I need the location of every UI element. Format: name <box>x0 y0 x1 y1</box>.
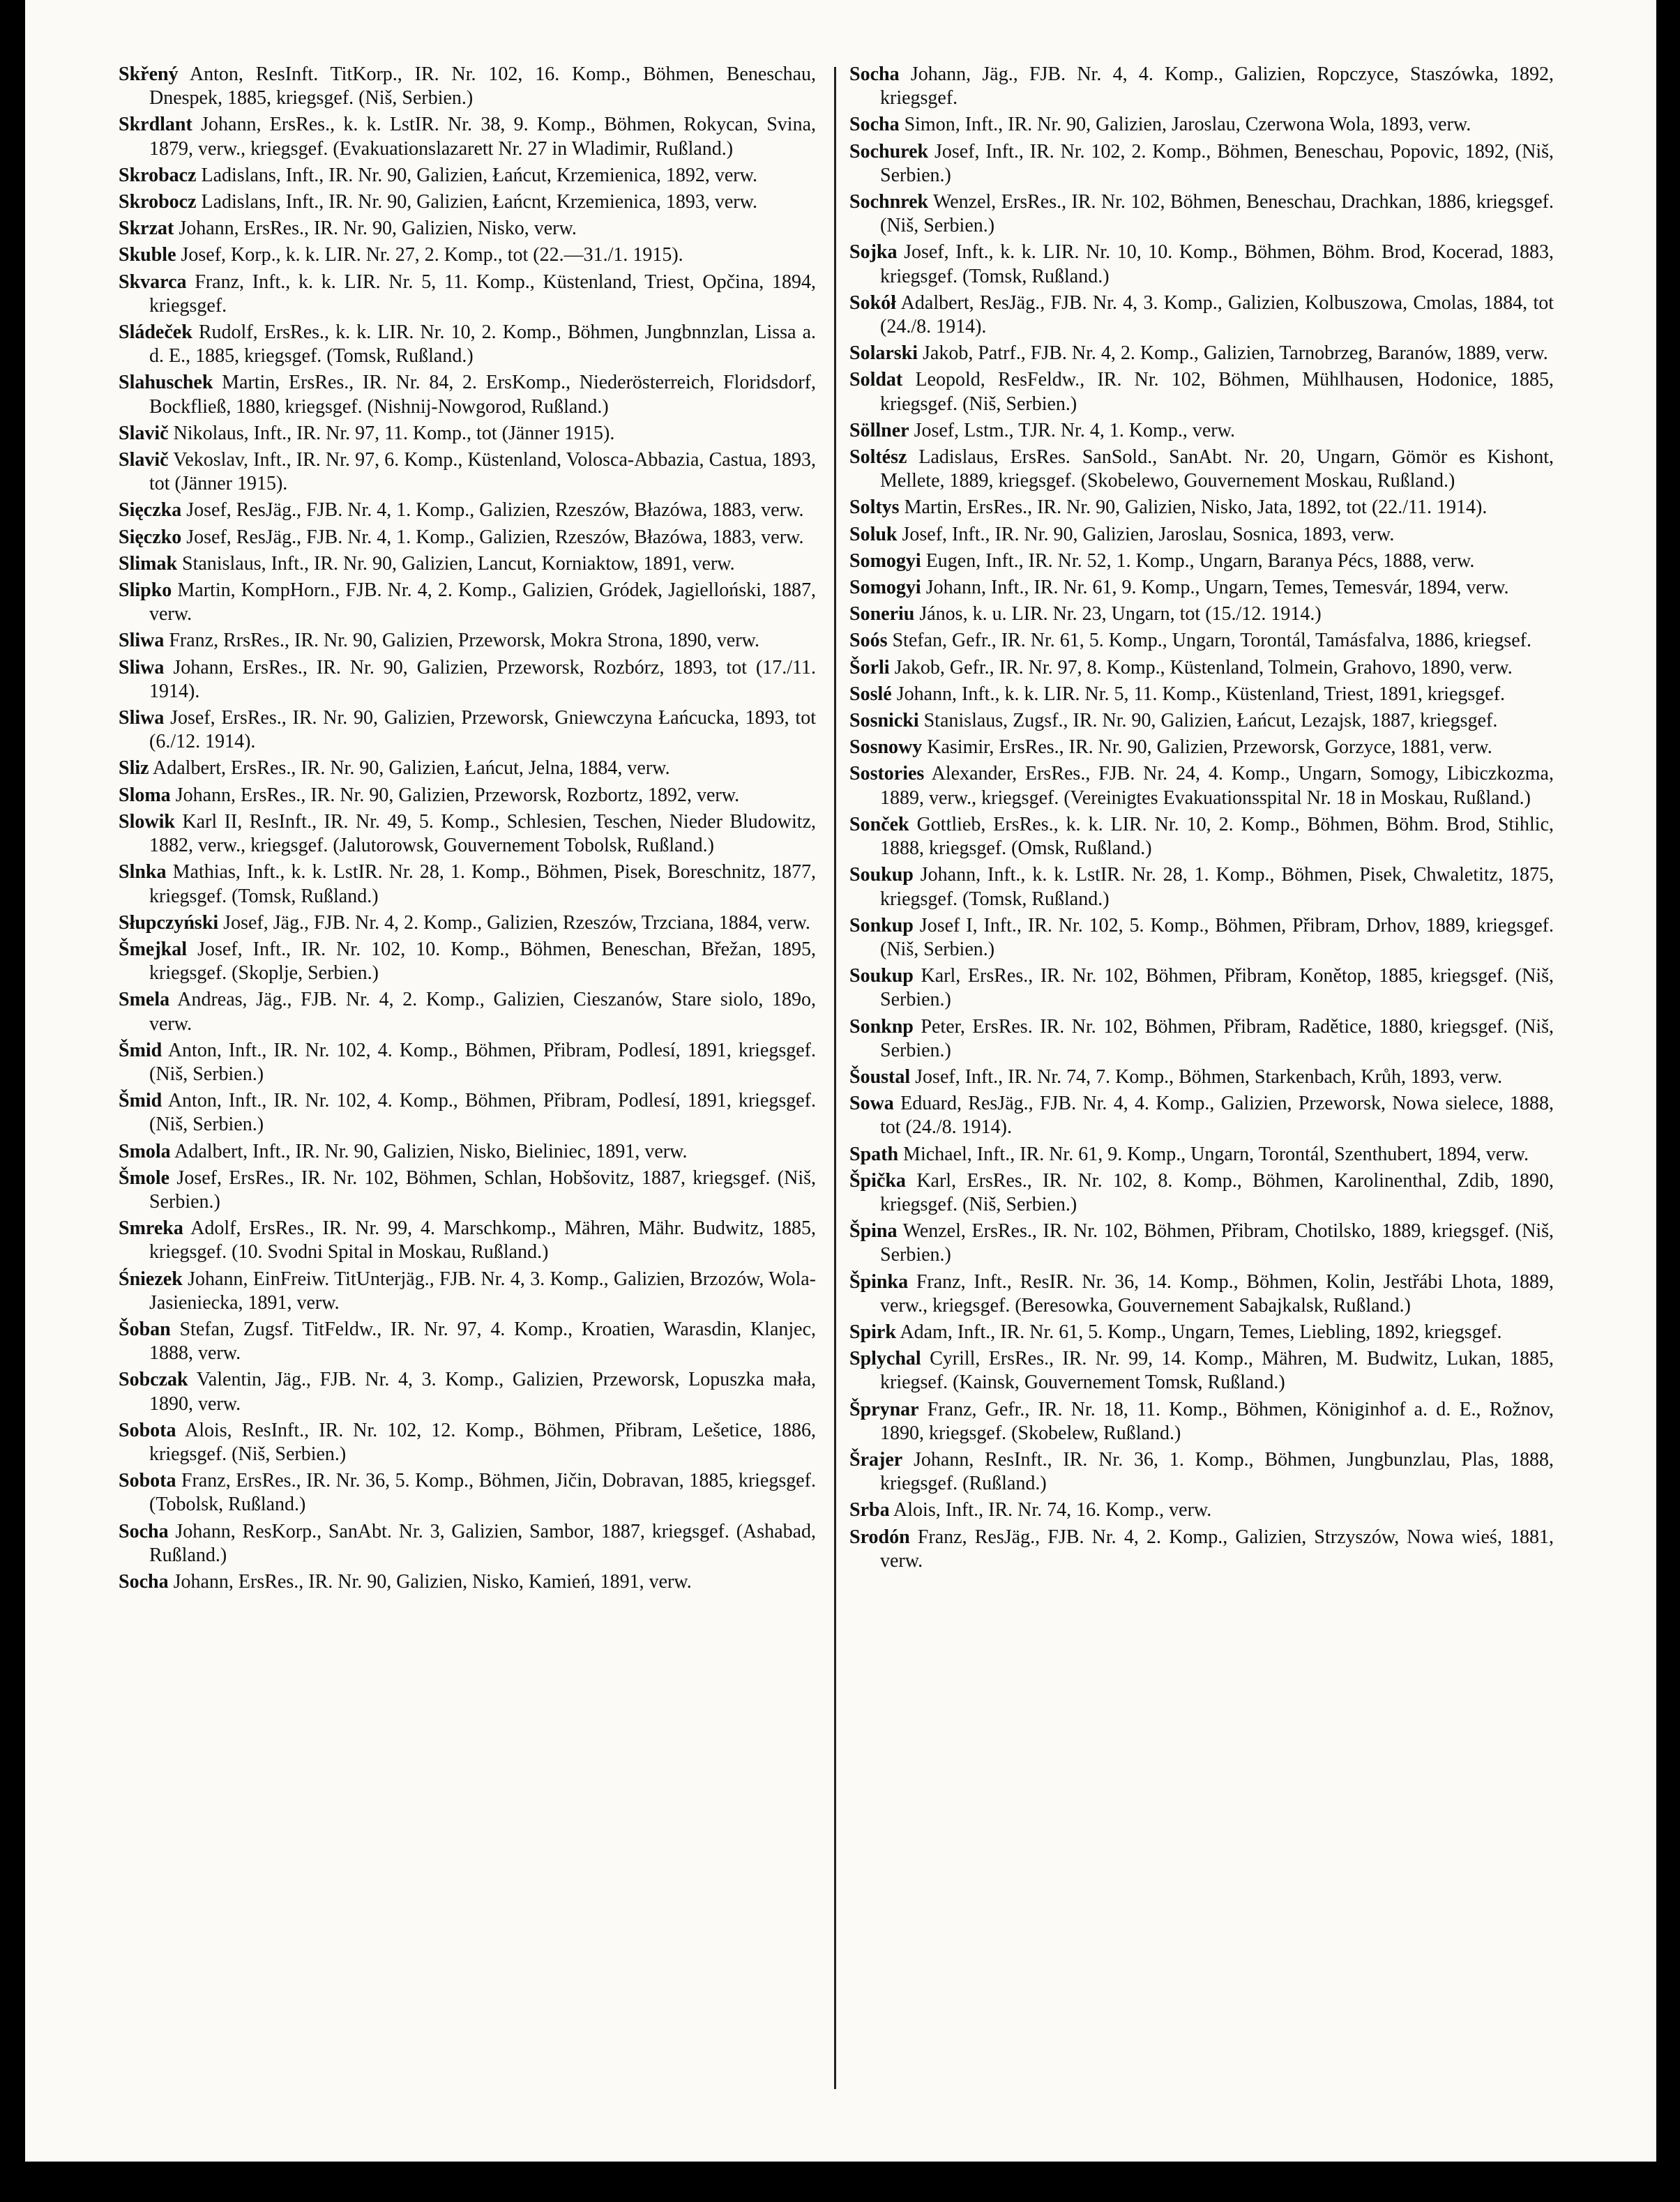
entry-details: Adalbert, ErsRes., IR. Nr. 90, Galizien, Łańcut, Jelna, 1884, verw. <box>153 757 670 780</box>
entry-details: Josef, ErsRes., IR. Nr. 90, Galizien, Przeworsk, Gniewczyna Łańcucka, 1893, tot (6./12. 1914). <box>149 707 816 753</box>
list-entry <box>119 988 816 1035</box>
entry-surname: Soltys <box>849 496 900 519</box>
entry-surname: Soukup <box>849 864 914 886</box>
list-entry <box>849 496 1554 519</box>
entry-details: Anton, Inft., IR. Nr. 102, 4. Komp., Böhmen, Přibram, Podlesí, 1891, kriegsgef. (Niš, Serbien.) <box>149 1039 816 1085</box>
entry-surname: Somogyi <box>849 549 921 572</box>
column-divider <box>834 67 836 2089</box>
entry-surname: Socha <box>849 63 900 85</box>
scan-edge-bottom <box>0 2162 1680 2202</box>
entry-details: Franz, Inft., ResIR. Nr. 36, 14. Komp., Böhmen, Kolin, Jestřábi Lhota, 1889, verw., kriegsgef. (Beresowka, Gouvernement Sabajkalsk, Rußland.) <box>880 1270 1554 1316</box>
entry-details: Rudolf, ErsRes., k. k. LIR. Nr. 10, 2. Komp., Böhmen, Jungbnnzlan, Lissa a. d. E., 1885, kriegsgef. (Tomsk, Rußland.) <box>149 321 816 367</box>
entry-details: Ladislans, Inft., IR. Nr. 90, Galizien, Łańcnt, Krzemienica, 1893, verw. <box>201 191 757 213</box>
entry-details: Stefan, Zugsf. TitFeldw., IR. Nr. 97, 4. Komp., Kroatien, Warasdin, Klanjec, 1888, verw. <box>149 1318 816 1365</box>
entry-details: Adolf, ErsRes., IR. Nr. 99, 4. Marschkomp., Mähren, Mähr. Budwitz, 1885, kriegsgef. (10. Svodni Spital in Moskau, Rußland.) <box>149 1217 816 1263</box>
entry-details: Johann, ErsRes., IR. Nr. 90, Galizien, Nisko, verw. <box>179 218 577 240</box>
list-entry <box>119 1419 816 1466</box>
entry-details: Ladislaus, ErsRes. SanSold., SanAbt. Nr. 20, Ungarn, Gömör es Kishont, Mellete, 1889, kriegsgef. (Skobelewo, Gouvernement Moskau, Rußland.) <box>880 446 1554 492</box>
list-entry <box>119 422 816 446</box>
entry-surname: Šoban <box>119 1318 171 1340</box>
entry-surname: Slahuschek <box>119 372 213 394</box>
list-entry <box>849 1347 1554 1395</box>
entry-surname: Sobota <box>119 1470 176 1492</box>
entry-surname: Skvarca <box>119 271 187 293</box>
list-entry <box>849 736 1554 759</box>
entry-surname: Sloma <box>119 784 171 806</box>
entry-details: Wenzel, ErsRes., IR. Nr. 102, Böhmen, Beneschau, Drachkan, 1886, kriegsgef. (Niš, Serbien.) <box>880 191 1554 237</box>
entry-details: Josef I, Inft., IR. Nr. 102, 5. Komp., Böhmen, Přibram, Drhov, 1889, kriegsgef. (Niš, Serbien.) <box>880 914 1554 960</box>
entry-details: Karl II, ResInft., IR. Nr. 49, 5. Komp., Schlesien, Teschen, Nieder Bludowitz, 1882, verw., kriegsgef. (Jalutorowsk, Gouvernement Tobolsk, Rußland.) <box>149 810 816 857</box>
list-entry <box>119 784 816 807</box>
list-entry <box>119 1368 816 1415</box>
list-entry <box>119 271 816 318</box>
entry-details: Martin, KompHorn., FJB. Nr. 4, 2. Komp., Galizien, Gródek, Jagielloński, 1887, verw. <box>149 579 816 625</box>
list-entry <box>849 368 1554 416</box>
list-entry <box>119 1089 816 1137</box>
entry-details: Gottlieb, ErsRes., k. k. LIR. Nr. 10, 2. Komp., Böhmen, Böhm. Brod, Stihlic, 1888, kriegsgef. (Omsk, Rußland.) <box>880 813 1554 860</box>
entry-details: Valentin, Jäg., FJB. Nr. 4, 3. Komp., Galizien, Przeworsk, Lopuszka mała, 1890, verw. <box>149 1369 816 1415</box>
entry-surname: Skrobacz <box>119 164 197 186</box>
entry-surname: Söllner <box>849 419 909 441</box>
list-entry <box>119 217 816 241</box>
list-entry <box>849 1169 1554 1217</box>
left-column <box>119 63 816 2146</box>
entry-surname: Slavič <box>119 422 169 444</box>
entry-surname: Socha <box>119 1520 169 1542</box>
entry-surname: Sládeček <box>119 321 192 344</box>
entry-details: Mathias, Inft., k. k. LstIR. Nr. 28, 1. Komp., Böhmen, Pisek, Boreschnitz, 1877, kriegsgef. (Tomsk, Rußland.) <box>149 861 816 907</box>
list-entry <box>119 1570 816 1594</box>
entry-surname: Soluk <box>849 523 898 545</box>
entry-surname: Špinka <box>849 1270 909 1293</box>
entry-surname: Slimak <box>119 552 178 575</box>
entry-surname: Šorli <box>849 656 890 678</box>
list-entry <box>119 579 816 626</box>
entry-details: Johann, ResInft., IR. Nr. 36, 1. Komp., Böhmen, Jungbunzlau, Plas, 1888, kriegsgef. (Rußland.) <box>880 1448 1554 1495</box>
entry-details: Adam, Inft., IR. Nr. 61, 5. Komp., Ungarn, Temes, Liebling, 1892, kriegsgef. <box>900 1321 1502 1343</box>
entry-surname: Slnka <box>119 861 167 883</box>
entry-details: Eduard, ResJäg., FJB. Nr. 4, 4. Komp., Galizien, Przeworsk, Nowa sielece, 1888, tot (24./8. 1914). <box>880 1093 1554 1139</box>
entry-surname: Soneriu <box>849 603 915 625</box>
entry-details: Johann, EinFreiw. TitUnterjäg., FJB. Nr. 4, 3. Komp., Galizien, Brzozów, Wola-Jasieniecka, 1891, verw. <box>149 1268 816 1314</box>
list-entry <box>119 656 816 704</box>
list-entry <box>119 1469 816 1517</box>
entry-details: Peter, ErsRes. IR. Nr. 102, Böhmen, Přibram, Radětice, 1880, kriegsgef. (Niš, Serbien.) <box>880 1015 1554 1061</box>
list-entry <box>849 683 1554 706</box>
entry-details: Andreas, Jäg., FJB. Nr. 4, 2. Komp., Galizien, Cieszanów, Stare siolo, 189o, verw. <box>149 989 816 1035</box>
list-entry <box>119 371 816 418</box>
entry-details: Josef, Inft., k. k. LIR. Nr. 10, 10. Komp., Böhmen, Böhm. Brod, Kocerad, 1883, kriegsgef. (Tomsk, Rußland.) <box>880 241 1554 287</box>
entry-details: Karl, ErsRes., IR. Nr. 102, 8. Komp., Böhmen, Karolinenthal, Zdib, 1890, kriegsgef. (Niš, Serbien.) <box>880 1169 1554 1215</box>
entry-surname: Skrobocz <box>119 191 197 213</box>
entry-surname: Socha <box>849 114 900 136</box>
entry-details: Simon, Inft., IR. Nr. 90, Galizien, Jaroslau, Czerwona Wola, 1893, verw. <box>904 114 1471 136</box>
entry-details: Josef, Inft., IR. Nr. 74, 7. Komp., Böhmen, Starkenbach, Krůh, 1893, verw. <box>915 1065 1503 1088</box>
list-entry <box>849 914 1554 962</box>
entry-surname: Sonknp <box>849 1015 914 1038</box>
entry-details: Johann, ErsRes., k. k. LstIR. Nr. 38, 9. Komp., Böhmen, Rokycan, Svina, 1879, verw., kriegsgef. (Evakuationslazarett Nr. 27 in Wladimir, Rußland.) <box>149 114 816 160</box>
entry-details: Martin, ErsRes., IR. Nr. 84, 2. ErsKomp., Niederösterreich, Floridsdorf, Bockfließ, 1880, kriegsgef. (Nishnij-Nowgorod, Rußland.) <box>149 372 816 418</box>
list-entry <box>119 911 816 935</box>
entry-details: Josef, Lstm., TJR. Nr. 4, 1. Komp., verw. <box>914 419 1235 441</box>
entry-details: Josef, Inft., IR. Nr. 90, Galizien, Jaroslau, Sosnica, 1893, verw. <box>902 523 1395 545</box>
entry-details: Josef, ErsRes., IR. Nr. 102, Böhmen, Schlan, Hobšovitz, 1887, kriegsgef. (Niš, Serbien.) <box>149 1167 816 1213</box>
list-entry <box>119 1217 816 1264</box>
entry-details: Franz, ResJäg., FJB. Nr. 4, 2. Komp., Galizien, Strzyszów, Nowa wieś, 1881, verw. <box>880 1526 1554 1572</box>
list-entry <box>849 342 1554 365</box>
entry-surname: Sliwa <box>119 630 165 652</box>
list-entry <box>119 63 816 110</box>
entry-details: Ladislans, Inft., IR. Nr. 90, Galizien, Łańcut, Krzemienica, 1892, verw. <box>201 164 757 186</box>
entry-surname: Sonkup <box>849 914 914 936</box>
list-entry <box>849 419 1554 443</box>
entry-surname: Sliwa <box>119 656 165 678</box>
entry-surname: Šprynar <box>849 1398 919 1420</box>
entry-details: Josef, Inft., IR. Nr. 102, 10. Komp., Böhmen, Beneschan, Břežan, 1895, kriegsgef. (Skoplje, Serbien.) <box>149 938 816 985</box>
entry-surname: Splychal <box>849 1348 921 1370</box>
list-entry <box>849 576 1554 600</box>
list-entry <box>849 140 1554 188</box>
list-entry <box>849 291 1554 339</box>
entry-details: Alexander, ErsRes., FJB. Nr. 24, 4. Komp., Ungarn, Somogy, Libiczkozma, 1889, verw., kriegsgef. (Vereinigtes Evakuationsspital Nr. 18 in Moskau, Rußland.) <box>880 763 1554 809</box>
list-entry <box>119 1520 816 1567</box>
entry-details: Johann, Inft., k. k. LIR. Nr. 5, 11. Komp., Küstenland, Triest, 1891, kriegsgef. <box>896 683 1506 705</box>
list-entry <box>849 629 1554 653</box>
entry-surname: Sonček <box>849 813 909 835</box>
list-entry <box>849 549 1554 573</box>
entry-details: Cyrill, ErsRes., IR. Nr. 99, 14. Komp., Mähren, M. Budwitz, Lukan, 1885, kriegsef. (Kainsk, Gouvernement Tomsk, Rußland.) <box>880 1348 1554 1394</box>
list-entry <box>119 526 816 549</box>
entry-details: Stanislaus, Zugsf., IR. Nr. 90, Galizien, Łańcut, Lezajsk, 1887, kriegsgef. <box>923 710 1498 732</box>
entry-surname: Sochnrek <box>849 191 929 213</box>
list-entry <box>849 863 1554 911</box>
list-entry <box>119 113 816 160</box>
entry-details: János, k. u. LIR. Nr. 23, Ungarn, tot (15./12. 1914.) <box>919 603 1322 625</box>
entry-details: Kasimir, ErsRes., IR. Nr. 90, Galizien, Przeworsk, Gorzyce, 1881, verw. <box>927 736 1492 759</box>
list-entry <box>119 1167 816 1214</box>
list-entry <box>119 190 816 214</box>
entry-details: Johann, ErsRes., IR. Nr. 90, Galizien, Nisko, Kamień, 1891, verw. <box>173 1570 692 1593</box>
list-entry <box>119 321 816 368</box>
entry-surname: Sokół <box>849 291 896 314</box>
list-entry <box>849 190 1554 238</box>
list-entry <box>119 757 816 780</box>
list-entry <box>849 1498 1554 1522</box>
entry-surname: Skřený <box>119 63 179 85</box>
entry-details: Johann, ErsRes., IR. Nr. 90, Galizien, Przeworsk, Rozbortz, 1892, verw. <box>175 784 740 806</box>
entry-details: Stefan, Gefr., IR. Nr. 61, 5. Komp., Ungarn, Torontál, Tamásfalva, 1886, kriegsef. <box>892 630 1531 652</box>
entry-surname: Sowa <box>849 1093 894 1115</box>
entry-details: Franz, ErsRes., IR. Nr. 36, 5. Komp., Böhmen, Jičin, Dobravan, 1885, kriegsgef. (Tobolsk, Rußland.) <box>149 1470 816 1516</box>
entry-surname: Soldat <box>849 369 903 391</box>
list-entry <box>849 446 1554 493</box>
entry-surname: Sięczka <box>119 499 182 522</box>
list-entry <box>849 1015 1554 1063</box>
entry-surname: Soós <box>849 630 888 652</box>
list-entry <box>849 656 1554 680</box>
entry-details: Josef, Korp., k. k. LIR. Nr. 27, 2. Komp., tot (22.—31./1. 1915). <box>181 244 683 266</box>
entry-surname: Slipko <box>119 579 172 602</box>
entry-surname: Špička <box>849 1169 906 1192</box>
entry-surname: Sięczko <box>119 526 182 548</box>
scan-edge-right <box>1656 0 1680 2202</box>
entry-details: Johann, Inft., IR. Nr. 61, 9. Komp., Ungarn, Temes, Temesvár, 1894, verw. <box>925 577 1509 599</box>
entry-surname: Šrajer <box>849 1448 903 1471</box>
list-entry <box>849 813 1554 860</box>
entry-surname: Socha <box>119 1570 169 1593</box>
entry-details: Josef, ResJäg., FJB. Nr. 4, 1. Komp., Galizien, Rzeszów, Błazówa, 1883, verw. <box>186 499 804 522</box>
entry-surname: Sliwa <box>119 707 165 729</box>
list-entry <box>849 762 1554 810</box>
entry-details: Anton, Inft., IR. Nr. 102, 4. Komp., Böhmen, Přibram, Podlesí, 1891, kriegsgef. (Niš, Serbien.) <box>149 1090 816 1136</box>
list-entry <box>119 499 816 522</box>
entry-surname: Sobota <box>119 1419 176 1441</box>
entry-surname: Soltész <box>849 446 907 469</box>
list-entry <box>849 113 1554 137</box>
entry-details: Adalbert, Inft., IR. Nr. 90, Galizien, Nisko, Bieliniec, 1891, verw. <box>174 1140 688 1162</box>
entry-surname: Šmid <box>119 1039 162 1061</box>
entry-surname: Solarski <box>849 342 918 365</box>
entry-details: Anton, ResInft. TitKorp., IR. Nr. 102, 16. Komp., Böhmen, Beneschau, Dnespek, 1885, kriegsgef. (Niš, Serbien.) <box>149 63 816 109</box>
list-entry <box>119 1039 816 1086</box>
entry-surname: Skrzat <box>119 218 174 240</box>
entry-surname: Smola <box>119 1140 171 1162</box>
scan-edge-left <box>0 0 25 2202</box>
entry-surname: Smreka <box>119 1217 183 1240</box>
entry-surname: Špina <box>849 1220 898 1243</box>
entry-details: Alois, Inft., IR. Nr. 74, 16. Komp., verw. <box>893 1499 1212 1521</box>
entry-details: Vekoslav, Inft., IR. Nr. 97, 6. Komp., Küstenland, Volosca-Abbazia, Castua, 1893, tot (Jänner 1915). <box>149 449 816 495</box>
entry-surname: Soslé <box>849 683 892 705</box>
entry-surname: Šmole <box>119 1167 170 1189</box>
entry-details: Josef, ResJäg., FJB. Nr. 4, 1. Komp., Galizien, Rzeszów, Błazówa, 1883, verw. <box>186 526 804 548</box>
list-entry <box>119 810 816 858</box>
entry-surname: Sojka <box>849 241 898 264</box>
entry-details: Johann, ResKorp., SanAbt. Nr. 3, Galizien, Sambor, 1887, kriegsgef. (Ashabad, Rußland.) <box>149 1520 816 1566</box>
entry-surname: Šmid <box>119 1090 162 1112</box>
entry-details: Johann, Jäg., FJB. Nr. 4, 4. Komp., Galizien, Ropczyce, Staszówka, 1892, kriegsgef. <box>880 63 1554 109</box>
entry-surname: Šmejkal <box>119 938 187 960</box>
list-entry <box>849 241 1554 288</box>
list-entry <box>119 1140 816 1164</box>
list-entry <box>849 63 1554 110</box>
list-entry <box>119 448 816 496</box>
entry-details: Johann, ErsRes., IR. Nr. 90, Galizien, Przeworsk, Rozbórz, 1893, tot (17./11. 1914). <box>149 656 816 702</box>
entry-surname: Sostories <box>849 763 925 785</box>
entry-details: Josef, Inft., IR. Nr. 102, 2. Komp., Böhmen, Beneschau, Popovic, 1892, (Niš, Serbien.) <box>880 140 1554 186</box>
list-entry <box>119 552 816 576</box>
entry-details: Leopold, ResFeldw., IR. Nr. 102, Böhmen, Mühlhausen, Hodonice, 1885, kriegsgef. (Niš, Serbien.) <box>880 369 1554 415</box>
entry-surname: Slowik <box>119 810 175 833</box>
list-entry <box>849 1143 1554 1167</box>
entry-details: Nikolaus, Inft., IR. Nr. 97, 11. Komp., tot (Jänner 1915). <box>173 422 615 444</box>
entry-surname: Soukup <box>849 965 914 987</box>
list-entry <box>849 1092 1554 1139</box>
entry-details: Karl, ErsRes., IR. Nr. 102, Böhmen, Přibram, Konětop, 1885, kriegsgef. (Niš, Serbien.) <box>880 965 1554 1011</box>
entry-surname: Šoustal <box>849 1065 911 1088</box>
list-entry <box>849 523 1554 547</box>
list-entry <box>119 243 816 267</box>
entry-surname: Slavič <box>119 449 169 471</box>
entry-details: Stanislaus, Inft., IR. Nr. 90, Galizien, Lancut, Korniaktow, 1891, verw. <box>182 552 735 575</box>
list-entry <box>849 1448 1554 1496</box>
entry-surname: Śniezek <box>119 1268 183 1290</box>
list-entry <box>119 164 816 188</box>
right-column <box>849 63 1554 2146</box>
list-entry <box>849 709 1554 733</box>
entry-surname: Srba <box>849 1499 890 1521</box>
list-entry <box>119 860 816 908</box>
entry-surname: Skuble <box>119 244 176 266</box>
entry-surname: Smela <box>119 989 170 1011</box>
entry-surname: Skrdlant <box>119 114 192 136</box>
entry-details: Eugen, Inft., IR. Nr. 52, 1. Komp., Ungarn, Baranya Pécs, 1888, verw. <box>925 549 1475 572</box>
entry-details: Jakob, Patrf., FJB. Nr. 4, 2. Komp., Galizien, Tarnobrzeg, Baranów, 1889, verw. <box>923 342 1548 365</box>
list-entry <box>849 1526 1554 1573</box>
entry-surname: Spirk <box>849 1321 896 1343</box>
list-entry <box>849 1065 1554 1089</box>
entry-details: Alois, ResInft., IR. Nr. 102, 12. Komp., Böhmen, Přibram, Lešetice, 1886, kriegsgef. (Niš, Serbien.) <box>149 1419 816 1465</box>
list-entry <box>849 1321 1554 1344</box>
entry-details: Michael, Inft., IR. Nr. 61, 9. Komp., Ungarn, Torontál, Szenthubert, 1894, verw. <box>903 1143 1529 1165</box>
entry-details: Martin, ErsRes., IR. Nr. 90, Galizien, Nisko, Jata, 1892, tot (22./11. 1914). <box>904 496 1488 519</box>
entry-details: Franz, Inft., k. k. LIR. Nr. 5, 11. Komp., Küstenland, Triest, Opčina, 1894, kriegsgef. <box>149 271 816 317</box>
list-entry <box>119 706 816 754</box>
entry-details: Wenzel, ErsRes., IR. Nr. 102, Böhmen, Přibram, Chotilsko, 1889, kriegsgef. (Niš, Serbien.) <box>880 1220 1554 1266</box>
list-entry <box>849 602 1554 626</box>
entry-surname: Sobczak <box>119 1369 188 1391</box>
entry-surname: Słupczyński <box>119 911 219 934</box>
list-entry <box>119 1268 816 1315</box>
entry-details: Adalbert, ResJäg., FJB. Nr. 4, 3. Komp., Galizien, Kolbuszowa, Cmolas, 1884, tot (24./8. 1914). <box>880 291 1554 338</box>
entry-details: Franz, Gefr., IR. Nr. 18, 11. Komp., Böhmen, Königinhof a. d. E., Rožnov, 1890, kriegsgef. (Skobelew, Rußland.) <box>880 1398 1554 1444</box>
entry-surname: Somogyi <box>849 577 921 599</box>
entry-surname: Srodón <box>849 1526 910 1548</box>
list-entry <box>849 1398 1554 1445</box>
list-entry <box>849 964 1554 1012</box>
entry-details: Jakob, Gefr., IR. Nr. 97, 8. Komp., Küstenland, Tolmein, Grahovo, 1890, verw. <box>894 656 1513 678</box>
entry-surname: Sosnowy <box>849 736 923 759</box>
entry-details: Franz, RrsRes., IR. Nr. 90, Galizien, Przeworsk, Mokra Strona, 1890, verw. <box>169 630 759 652</box>
entry-details: Josef, Jäg., FJB. Nr. 4, 2. Komp., Galizien, Rzeszów, Trzciana, 1884, verw. <box>223 911 810 934</box>
list-entry <box>119 1318 816 1365</box>
entry-surname: Sliz <box>119 757 149 780</box>
list-entry <box>849 1270 1554 1318</box>
entry-surname: Spath <box>849 1143 899 1165</box>
list-entry <box>119 629 816 653</box>
entry-details: Johann, Inft., k. k. LstIR. Nr. 28, 1. Komp., Böhmen, Pisek, Chwaletitz, 1875, kriegsgef. (Tomsk, Rußland.) <box>880 864 1554 910</box>
list-entry <box>119 938 816 985</box>
list-entry <box>849 1220 1554 1267</box>
entry-surname: Sochurek <box>849 140 929 162</box>
entry-surname: Sosnicki <box>849 710 919 732</box>
